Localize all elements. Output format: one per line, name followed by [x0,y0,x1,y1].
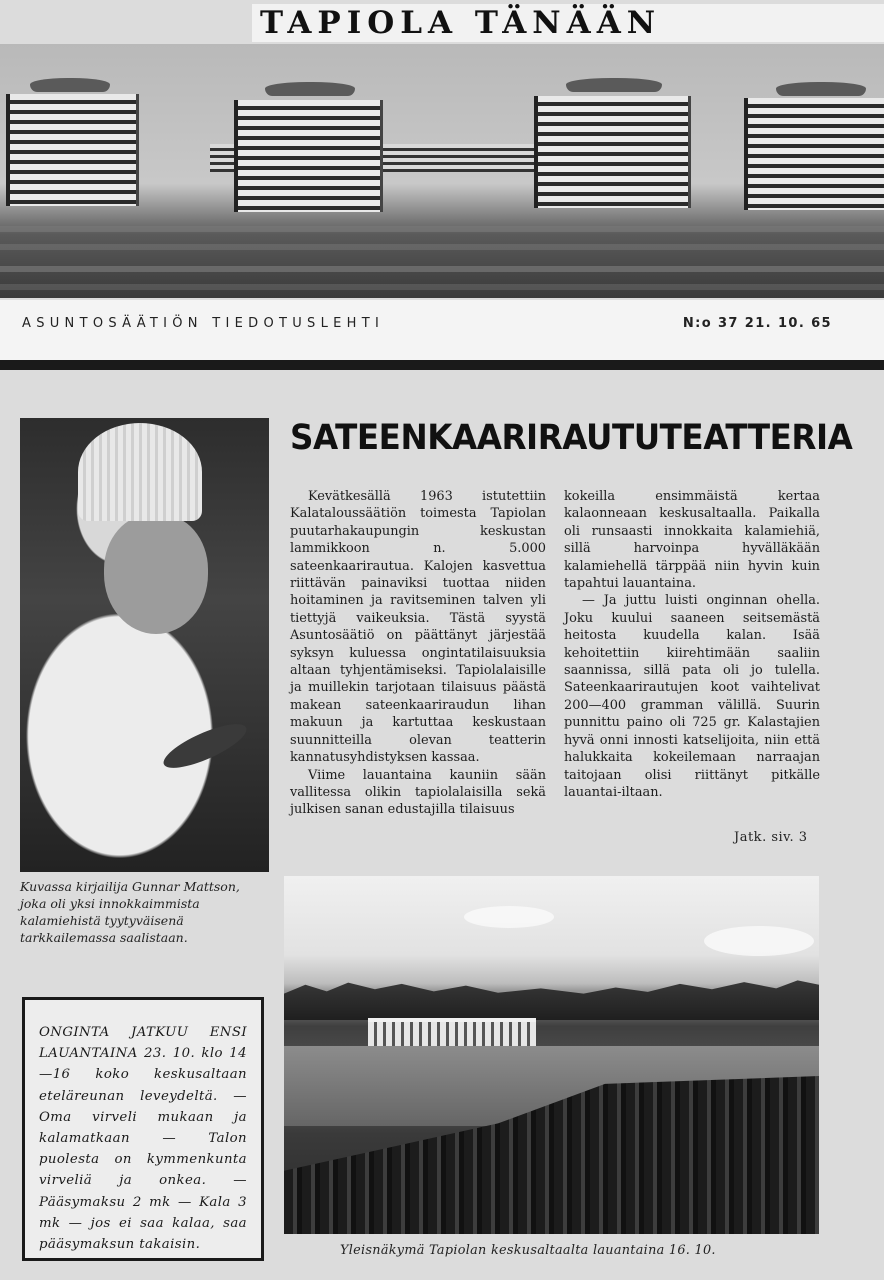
pavilion-building [368,1018,536,1048]
notice-text: ONGINTA JATKUU ENSI LAUANTAINA 23. 10. klo 14—16 koko keskusaltaan eteläreunan leveydeltä. — Oma virveli mukaan ja kalamatkaan — Talon puolesta on kymmenkunta virveliä ja onkea. — Pääsymaksu 2 mk — Kala 3 mk — jos ei saa kalaa, saa pääsymaksun takaisin. [39,1025,247,1253]
masthead-strip [0,300,884,360]
fishing-notice-box [22,997,264,1261]
crowd-photo [284,876,819,1234]
article-headline: SATEENKAARIRAUTUTEATTERIA [290,418,853,458]
masthead-title: TAPIOLA TÄNÄÄN [252,4,884,42]
issue-number-date: N:o 37 21. 10. 65 [682,316,832,331]
portrait-photo [20,418,269,872]
portrait-caption: Kuvassa kirjailija Gunnar Mattson, joka oli yksi innokkaimmista kalamiehistä tyytyväisenä tarkkailemassa saalistaan. [20,879,240,945]
article-column-2 [564,488,820,801]
header-rule [0,360,884,370]
continued-note: Jatk. siv. 3 [734,830,808,845]
publication-subtitle: ASUNTOSÄÄTIÖN TIEDOTUSLEHTI [22,316,385,331]
article-paragraph: Viime lauantaina kauniin sään vallitessa olikin tapiolalaisilla sekä julkisen sanan edustajilla tilaisuus [290,767,546,818]
crowd-caption: Yleisnäkymä Tapiolan keskusaltaalta lauantaina 16. 10. [340,1243,716,1258]
article-column-1 [290,488,546,819]
article-paragraph: Kevätkesällä 1963 istutettiin Kalataloussäätiön toimesta Tapiolan puutarhakaupungin keskustan lammikkoon n. 5.000 sateenkaarirautua. Kalojen kasvettua riittävän painaviksi tuottaa niiden hoitaminen ja ravitseminen talven yli tiettyjä vaikeuksia. Tästä syystä Asuntosäätiö on päättänyt järjestää syksyn kuluessa ongintatilaisuuksia altaan tyhjentämiseksi. Tapiolalaisille ja muillekin tarjotaan tilaisuus päästä makean sateenkaariraudun lihan makuun ja kartuttaa keskustaan suunnitteilla olevan teatterin kannatusyhdistyksen kassaa. [290,489,546,766]
article-paragraph: kokeilla ensimmäistä kertaa kalaonneaan keskusaltaalla. Paikalla oli runsaasti innokkaita kalamiehiä, sillä harvoinpa hyvälläkään kalamiehellä tärppää niin hyvin kuin tapahtui lauantaina. [564,489,820,592]
article-paragraph: — Ja juttu luisti onginnan ohella. Joku kuului saaneen seitsemästä heitosta kuudella kalan. Isää kehoitettiin kiirehtimään saaliin saannissa, sillä pata oli jo tulella. Sateenkaarirautujen koot vaihtelivat 200—400 gramman välillä. Suurin punnittu paino oli 725 gr. Kalastajien hyvä onni innosti katselijoita, niin että halukkaita kokeilemaan narraajan taitojaan olisi riittänyt pitkälle lauantai-iltaan. [564,593,820,800]
architecture-model-photo [0,44,884,298]
